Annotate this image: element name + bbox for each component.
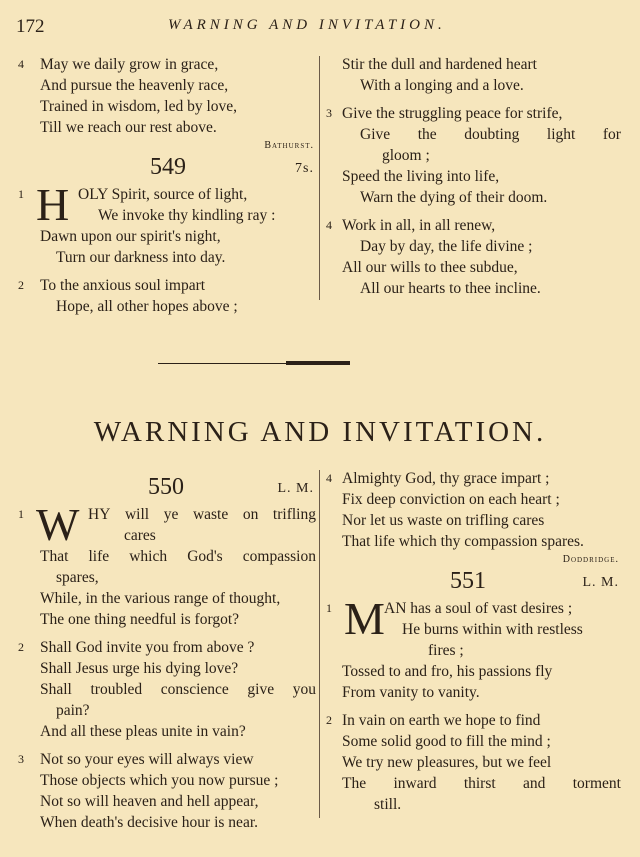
verse-line: Dawn upon our spirit's night, [40, 228, 221, 245]
verse-line: Till we reach our rest above. [40, 119, 217, 136]
hymn-meter: 7s. [295, 161, 314, 176]
verse-number: 2 [326, 713, 332, 727]
hymn-number: 549 [150, 154, 186, 180]
word: waste [192, 506, 229, 523]
verse-line: Fix deep conviction on each heart ; [342, 491, 560, 508]
word: HY [88, 506, 111, 523]
word: That [40, 548, 69, 565]
line-text: Not so your eyes will always view [40, 751, 254, 768]
verse-line [326, 773, 621, 794]
verse-548-4 [18, 54, 316, 138]
word: which [129, 548, 168, 565]
verse-line: And all these pleas unite in vain? [40, 723, 246, 740]
verse-line [18, 637, 316, 658]
verse-549-4 [326, 215, 621, 299]
word: trifling [272, 506, 316, 523]
line-text: To the anxious soul impart [40, 277, 206, 294]
word: for [602, 126, 621, 143]
verse-number: 3 [18, 752, 24, 766]
line-text: OLY Spirit, source of light, [78, 186, 248, 203]
verse-line: The one thing needful is forgot? [40, 611, 240, 628]
verse-549-1 [18, 179, 316, 268]
line-text: Almighty God, thy grace impart ; [342, 470, 550, 487]
verse-line: Those objects which you now pursue ; [40, 772, 279, 789]
verse-number: 1 [326, 601, 332, 615]
word: life [88, 548, 110, 565]
verse-line: Some solid good to fill the mind ; [342, 733, 551, 750]
word: you [292, 681, 316, 698]
drop-cap: W [36, 499, 80, 550]
line-text [88, 504, 316, 525]
verse-line: All our hearts to thee incline. [360, 280, 541, 297]
verse-line [18, 546, 316, 567]
verse-line: Not so will heaven and hell appear, [40, 793, 259, 810]
word: compassion [242, 548, 316, 565]
verse-line: Speed the living into life, [342, 168, 500, 185]
word: conscience [160, 681, 229, 698]
verse-line: All our wills to thee subdue, [342, 259, 518, 276]
verse-line: Trained in wisdom, led by love, [40, 98, 238, 115]
drop-cap: H [36, 179, 70, 230]
word: The [342, 775, 367, 792]
attribution: Bathurst. [264, 140, 314, 151]
verse-550-1 [18, 499, 316, 630]
column-divider [319, 470, 320, 818]
verse-number: 4 [18, 57, 24, 71]
verse-line: With a longing and a love. [360, 77, 524, 94]
ornamental-rule [158, 360, 350, 368]
verse-550-3 [18, 749, 316, 833]
verse-line: Tossed to and fro, his passions fly [342, 663, 553, 680]
verse-number: 2 [18, 278, 24, 292]
word: Shall [40, 681, 72, 698]
top-right-column [326, 54, 621, 299]
verse-line [326, 468, 621, 489]
word: on [242, 506, 259, 523]
verse-number: 4 [326, 471, 332, 485]
word: give [247, 681, 275, 698]
verse-number: 2 [18, 640, 24, 654]
verse-line: We invoke thy kindling ray : [98, 207, 276, 224]
word: light [546, 126, 576, 143]
verse-line: When death's decisive hour is near. [40, 814, 258, 831]
verse-line [326, 103, 621, 124]
verse-line: And pursue the heavenly race, [40, 77, 229, 94]
verse-line: That life which thy compassion spares. [342, 533, 584, 550]
verse-line: Nor let us waste on trifling cares [342, 512, 545, 529]
hymn-meter: L. M. [277, 481, 314, 496]
attribution: Doddridge. [562, 554, 619, 565]
verse-line: fires ; [428, 642, 464, 659]
verse-line: spares, [56, 569, 99, 586]
verse-line: cares [124, 527, 156, 544]
word: the [417, 126, 437, 143]
verse-number: 1 [18, 507, 24, 521]
word: torment [572, 775, 621, 792]
page-number: 172 [16, 16, 45, 37]
verse-549-3 [326, 103, 621, 208]
verse-line: Shall Jesus urge his dying love? [40, 660, 239, 677]
word: will [124, 506, 150, 523]
verse-number: 4 [326, 218, 332, 232]
verse-number: 3 [326, 106, 332, 120]
word: God's [187, 548, 223, 565]
line-text: Shall God invite you from above ? [40, 639, 255, 656]
verse-line: pain? [56, 702, 90, 719]
line-text: AN has a soul of vast desires ; [384, 600, 573, 617]
bottom-left-column [18, 474, 316, 833]
hymn-number: 551 [450, 568, 486, 594]
word: inward [393, 775, 437, 792]
word: doubting [464, 126, 520, 143]
word: troubled [90, 681, 143, 698]
top-left-column [18, 54, 316, 317]
verse-line: still. [374, 796, 402, 813]
verse-line: Day by day, the life divine ; [360, 238, 533, 255]
verse-line [18, 679, 316, 700]
verse-line: Stir the dull and hardened heart [342, 56, 537, 73]
line-text: Work in all, in all renew, [342, 217, 496, 234]
verse-line: Warn the dying of their doom. [360, 189, 548, 206]
line-text: In vain on earth we hope to find [342, 712, 541, 729]
verse-line: gloom ; [382, 147, 430, 164]
rule-ornament [286, 361, 350, 365]
verse-549-2 [18, 275, 316, 317]
verse-line: Hope, all other hopes above ; [56, 298, 238, 315]
verse-line [326, 215, 621, 236]
verse-551-1 [326, 593, 621, 703]
verse-line [18, 749, 316, 770]
verse-line [18, 275, 316, 296]
word: Give [360, 126, 391, 143]
hymn-meter: L. M. [582, 575, 619, 590]
verse-551-2 [326, 710, 621, 815]
drop-cap: M [344, 593, 385, 644]
verse-number: 1 [18, 187, 24, 201]
verse-line: He burns within with restless [402, 621, 583, 638]
verse-550-2 [18, 637, 316, 742]
section-title: WARNING AND INVITATION. [93, 416, 547, 448]
verse-line: Turn our darkness into day. [56, 249, 226, 266]
word: ye [163, 506, 179, 523]
verse-line [18, 54, 316, 75]
word: and [523, 775, 546, 792]
verse-line [326, 124, 621, 145]
line-text: May we daily grow in grace, [40, 56, 219, 73]
line-text: Give the struggling peace for strife, [342, 105, 563, 122]
column-divider [319, 56, 320, 300]
verse-line [326, 710, 621, 731]
verse-line: From vanity to vanity. [342, 684, 480, 701]
word: thirst [463, 775, 496, 792]
bottom-right-column [326, 468, 621, 815]
verse-line: We try new pleasures, but we feel [342, 754, 552, 771]
running-head: WARNING AND INVITATION. [168, 17, 446, 33]
verse-line: While, in the various range of thought, [40, 590, 281, 607]
hymn-number: 550 [148, 474, 184, 500]
verse-550-4 [326, 468, 621, 552]
